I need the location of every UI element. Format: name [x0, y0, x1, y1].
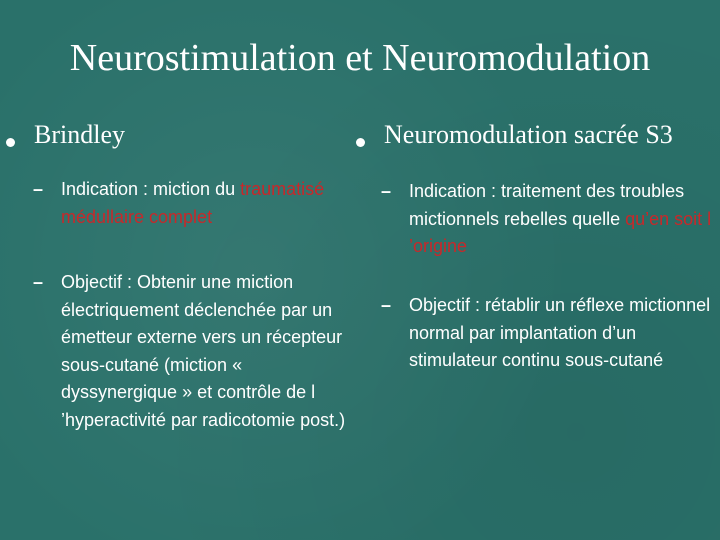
dash-icon: – — [33, 272, 44, 292]
slide-title: Neurostimulation et Neuromodulation — [69, 37, 651, 79]
left-heading-text: Brindley — [34, 120, 125, 149]
left-item-objectif — [33, 269, 361, 434]
dash-icon: – — [33, 179, 44, 199]
bullet-dot-icon — [356, 138, 365, 147]
right-item-objectif-text: Objectif : rétablir un réflexe mictionnel normal par implantation d’un stimulateur continu sous-cutané — [409, 295, 711, 370]
right-item-indication — [381, 178, 719, 261]
left-item-indication-text: Indication : miction du — [61, 179, 241, 199]
dash-icon: – — [381, 181, 392, 201]
right-heading — [356, 120, 716, 150]
left-column — [6, 120, 356, 430]
left-item-indication — [33, 176, 351, 231]
left-heading — [6, 120, 356, 150]
right-item-objectif — [381, 292, 719, 375]
left-item-objectif-text: Objectif : Obtenir une miction électriquement déclenchée par un émetteur externe vers un récepteur sous-cutané (miction « dyssynergique » et contrôle de l ’hyperactivité par radicotomie post.) — [61, 272, 346, 430]
right-item-indication-text: Indication : traitement des troubles mictionnels rebelles quelle — [409, 181, 685, 229]
right-column — [356, 120, 716, 370]
right-item-indication-highlight: qu’en soit l ’origine — [409, 208, 712, 256]
left-item-indication-highlight: traumatisé médullaire complet — [61, 179, 325, 227]
bullet-dot-icon — [6, 138, 15, 147]
dash-icon: – — [381, 295, 392, 315]
right-heading-text: Neuromodulation sacrée S3 — [384, 120, 673, 149]
